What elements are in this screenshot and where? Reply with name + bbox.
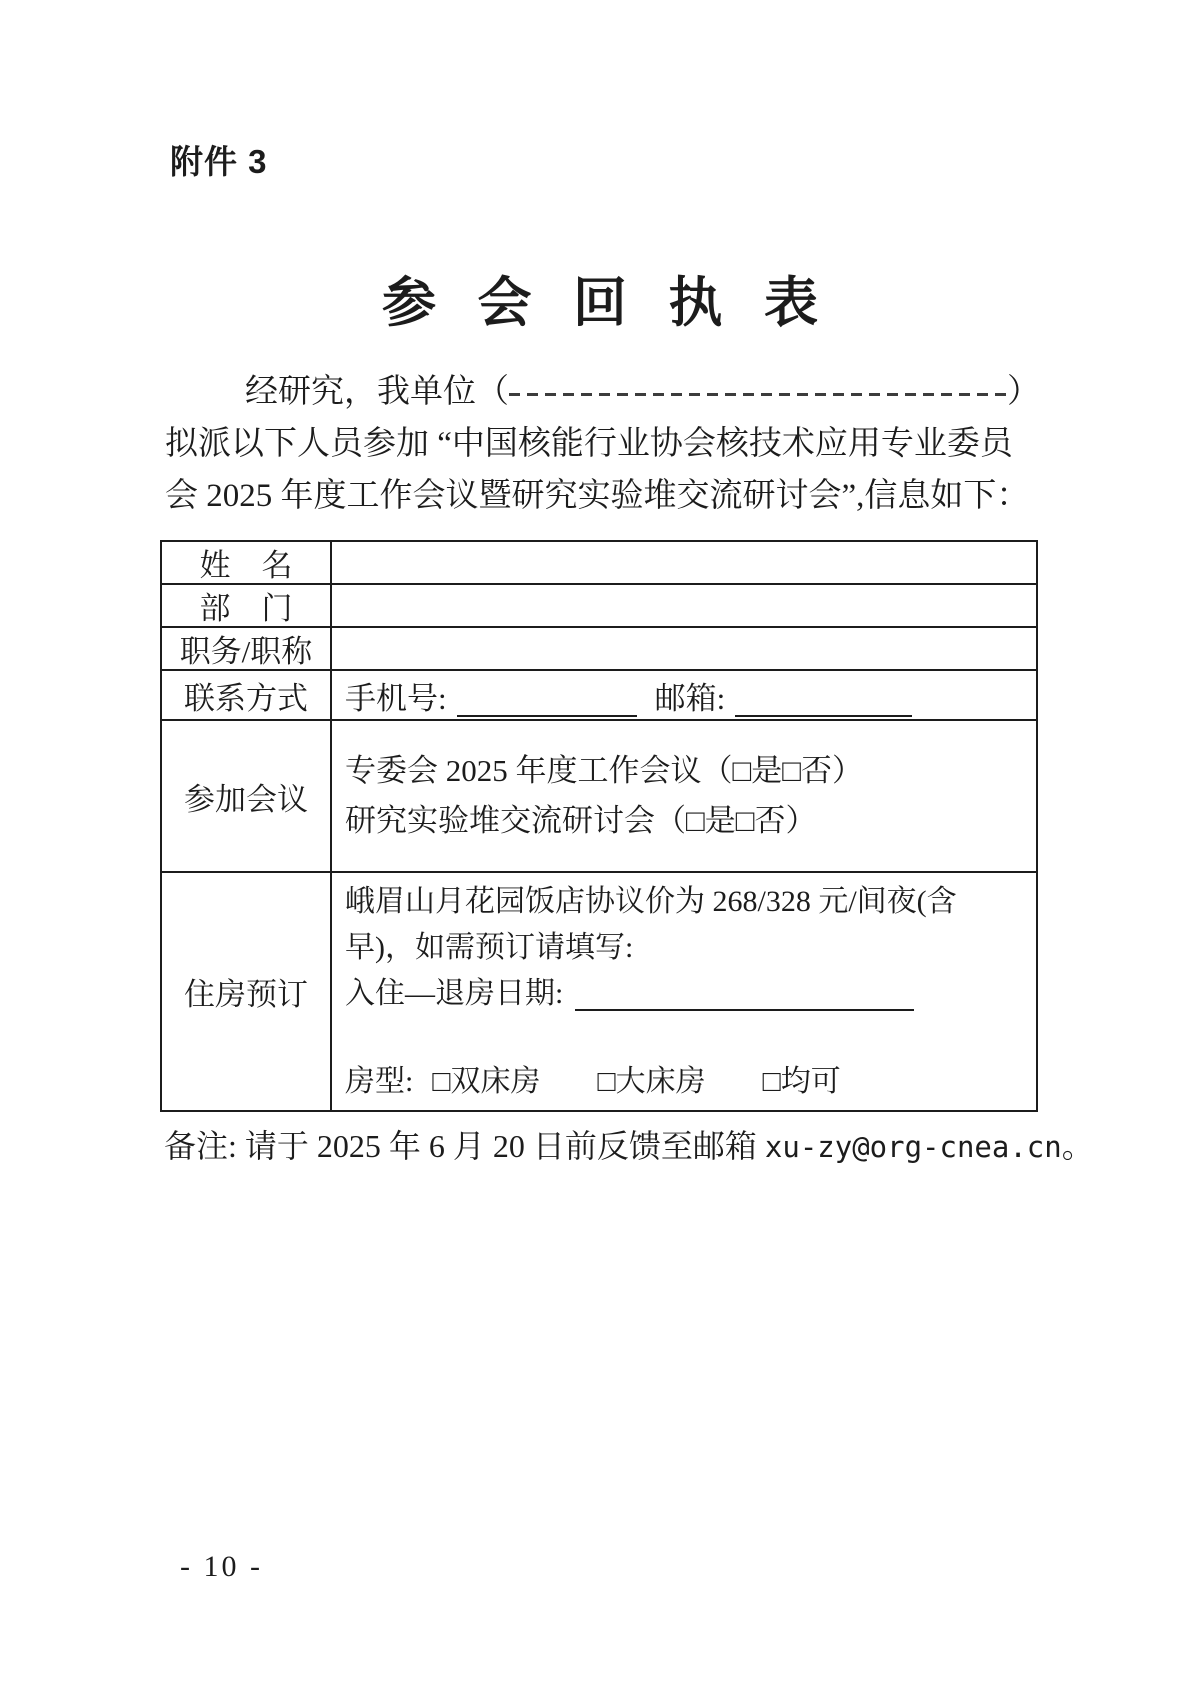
checkin-date-blank[interactable] (575, 979, 914, 1011)
note-text: 备注: 请于 2025 年 6 月 20 日前反馈至邮箱 (164, 1128, 765, 1164)
table-row-contact (162, 669, 1036, 719)
meeting1-yes-checkbox[interactable]: □是 (732, 753, 783, 788)
department-field[interactable] (332, 585, 1036, 626)
lodging-price-line2: 早)，如需预订请填写: (345, 930, 634, 964)
name-field[interactable] (332, 542, 1036, 583)
table-row-position (162, 626, 1036, 669)
room-option-king-checkbox[interactable]: □大床房 (597, 1064, 706, 1098)
phone-label: 手机号: (345, 680, 447, 716)
note-suffix: 。 (1061, 1128, 1094, 1164)
meeting1-text: 专委会 2025 年度工作会议（ (345, 753, 733, 788)
email-label: 邮箱: (654, 680, 726, 716)
page-number: - 10 - (180, 1550, 263, 1583)
note-email: xu-zy@org-cnea.cn (764, 1130, 1062, 1164)
room-type-line (345, 1059, 1036, 1105)
meeting2-yes-checkbox[interactable]: □是 (686, 803, 736, 838)
meeting1-close: ） (831, 753, 863, 788)
table-row-department (162, 583, 1036, 626)
attachment-label: 附件 3 (170, 143, 268, 180)
department-label: 部 门 (162, 585, 332, 626)
intro-line-3: 会 2025 年度工作会议暨研究实验堆交流研讨会”,信息如下： (165, 478, 1030, 514)
table-row-participation (162, 719, 1036, 871)
meeting1-no-checkbox[interactable]: □否 (782, 753, 832, 788)
intro-line1-close: ） (1007, 374, 1040, 410)
meeting1-line (345, 746, 1036, 796)
lodging-label: 住房预订 (162, 873, 332, 1110)
meeting2-close: ） (785, 803, 817, 838)
lodging-price-line1: 峨眉山月花园饭店协议价为 268/328 元/间夜(含 (345, 884, 957, 918)
checkin-line (345, 971, 1036, 1017)
room-type-label: 房型: (345, 1064, 414, 1098)
intro-paragraph (165, 366, 1040, 522)
position-label: 职务/职称 (162, 628, 332, 669)
room-option-either-checkbox[interactable]: □均可 (762, 1064, 841, 1098)
contact-line (345, 673, 1036, 718)
name-label: 姓 名 (162, 542, 332, 583)
meeting2-no-checkbox[interactable]: □否 (735, 803, 786, 838)
room-option-twin-checkbox[interactable]: □双床房 (432, 1064, 541, 1098)
position-field[interactable] (332, 628, 1036, 669)
email-blank[interactable] (735, 684, 912, 717)
meeting2-text: 研究实验堆交流研讨会（ (345, 803, 686, 838)
participation-label: 参加会议 (162, 721, 332, 871)
intro-line-2: 拟派以下人员参加 “中国核能行业协会核技术应用专业委员 (165, 426, 1013, 462)
lodging-spacer (345, 1017, 1036, 1059)
page-title: 参 会 回 执 表 (382, 273, 832, 334)
intro-line-1 (165, 366, 1040, 418)
organization-blank[interactable] (509, 393, 1007, 396)
table-row-name (162, 542, 1036, 583)
checkin-label: 入住—退房日期: (345, 976, 564, 1010)
reply-form-table (160, 540, 1038, 1112)
intro-line1-prefix: 经研究，我单位（ (245, 374, 509, 410)
note-line (164, 1121, 1094, 1167)
contact-label: 联系方式 (162, 671, 332, 719)
table-row-lodging (162, 871, 1036, 1110)
phone-blank[interactable] (457, 684, 637, 717)
meeting2-line (345, 796, 1036, 846)
